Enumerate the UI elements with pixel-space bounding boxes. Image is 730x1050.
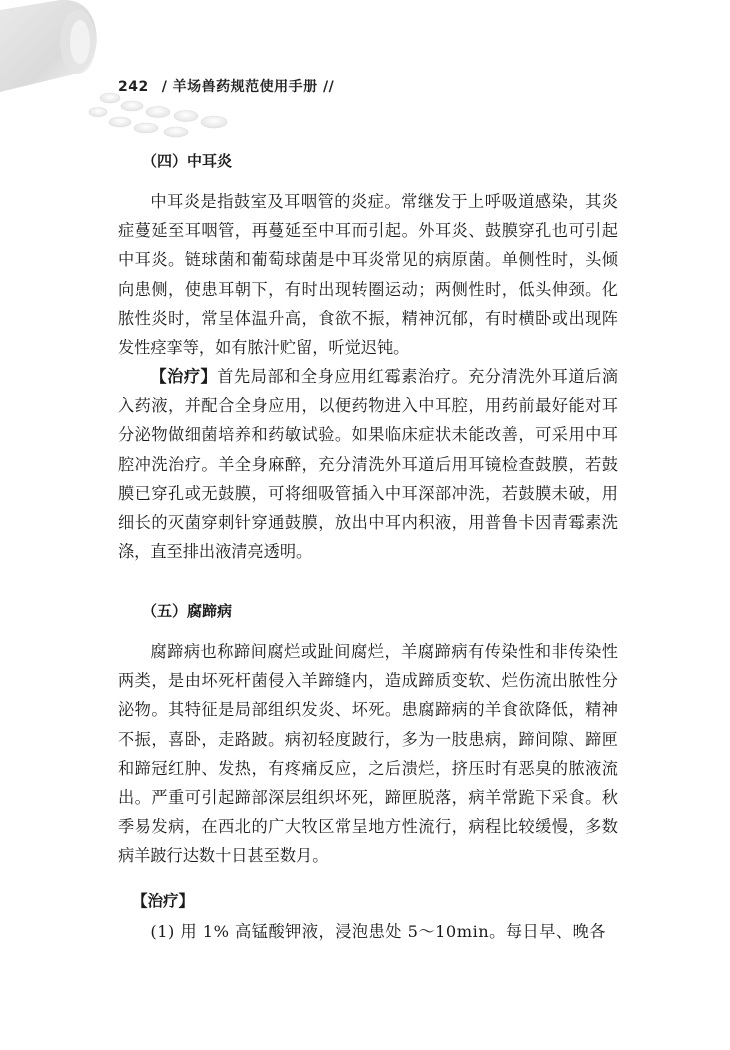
foot-rot-treatment-label: 【治疗】 xyxy=(132,892,195,910)
treatment-item-1: (1) 用 1% 高锰酸钾液，浸泡患处 5～10min。每日早、晚各 xyxy=(150,922,606,941)
running-header xyxy=(118,76,334,96)
medicine-bottle-pills-icon xyxy=(0,0,240,140)
book-title: / 羊场兽药规范使用手册 // xyxy=(161,79,335,95)
paragraph-foot-rot-description: 腐蹄病也称蹄间腐烂或趾间腐烂，羊腐蹄病有传染性和非传染性两类，是由坏死杆菌侵入羊蹄缝内，造成蹄质变软、烂伤流出脓性分泌物。其特征是局部组织发炎、坏死。患腐蹄病的羊食欲降低，精神不振，喜卧，走路跛。病初轻度跛行，多为一肢患病，蹄间隙、蹄匣和蹄冠红肿、发热，有疼痛反应，之后溃烂，挤压时有恶臭的脓液流出。严重可引起蹄部深层组织坏死，蹄匣脱落，病羊常跪下采食。秋季易发病，在西北的广大牧区常呈地方性流行，病程比较缓慢，多数病羊跛行达数十日甚至数月。 xyxy=(118,642,618,866)
section-heading-foot-rot: （五）腐蹄病 xyxy=(142,602,233,620)
paragraph-otitis-treatment xyxy=(118,362,618,566)
treatment-text: 首先局部和全身应用红霉素治疗。充分清洗外耳道后滴入药液，并配合全身应用，以便药物进入中耳腔，用药前最好能对耳分泌物做细菌培养和药敏试验。如果临床症状未能改善，可采用中耳腔冲洗治疗。羊全身麻醉，充分清洗外耳道后用耳镜检查鼓膜，若鼓膜已穿孔或无鼓膜，可将细吸管插入中耳深部冲洗，若鼓膜未破，用细长的灭菌穿刺针穿通鼓膜，放出中耳内积液，用普鲁卡因青霉素洗涤，直至排出液清亮透明。 xyxy=(118,367,619,562)
section-heading-otitis-media: （四）中耳炎 xyxy=(142,152,233,170)
page-number: 242 xyxy=(118,79,149,95)
paragraph-otitis-description: 中耳炎是指鼓室及耳咽管的炎症。常继发于上呼吸道感染，其炎症蔓延至耳咽管，再蔓延至中耳而引起。外耳炎、鼓膜穿孔也可引起中耳炎。链球菌和葡萄球菌是中耳炎常见的病原菌。单侧性时，头倾向患侧，使患耳朝下，有时出现转圈运动；两侧性时，低头伸颈。化脓性炎时，常呈体温升高，食欲不振，精神沉郁，有时横卧或出现阵发性痉挛等，如有脓汁贮留，听觉迟钝。 xyxy=(118,192,618,358)
treatment-label: 【治疗】 xyxy=(150,367,218,386)
